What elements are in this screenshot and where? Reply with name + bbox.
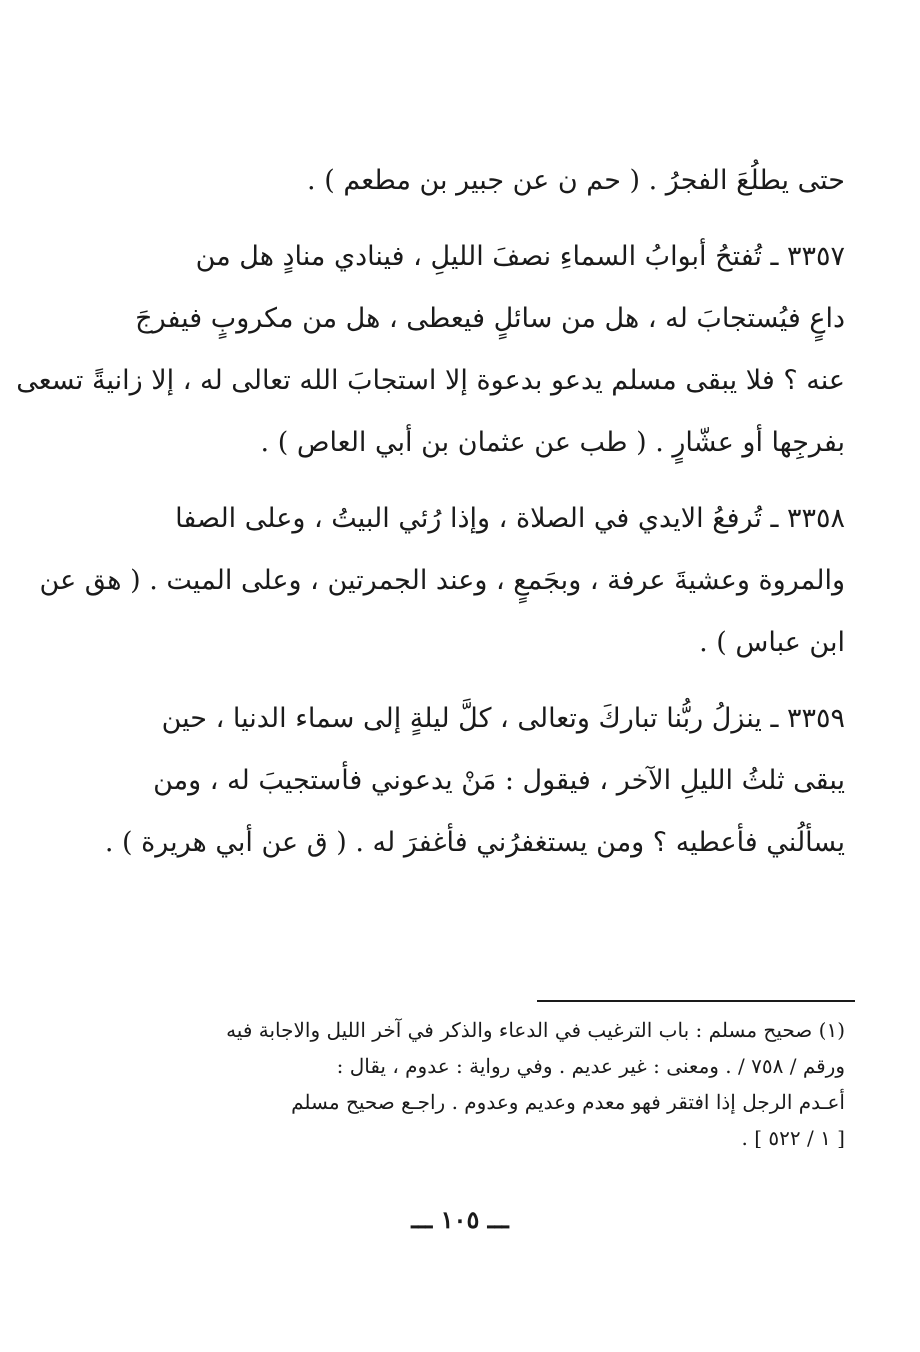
footnote (145, 1012, 845, 1156)
paragraph-gap (145, 212, 845, 226)
hadith-3358 (39, 488, 845, 674)
paragraph-gap (145, 474, 845, 488)
hadith-3358-line: ابن عباس ) . (699, 627, 845, 658)
hadith-3357-line: بفرجِها أو عشّارٍ . ( طب عن عثمان بن أبي العاص ) . (260, 427, 845, 458)
hadith-3357-line: عنه ؟ فلا يبقى مسلم يدعو بدعوة إلا استجابَ الله تعالى له ، إلا زانيةً تسعى (16, 365, 845, 396)
footnote-line: أعـدم الرجل إذا افتقر فهو معدم وعديم وعدوم . راجـع صحيح مسلم (291, 1090, 845, 1114)
hadith-3358-line: والمروة وعشيةَ عرفة ، وبجَمعٍ ، وعند الجمرتين ، وعلى الميت . ( هق عن (39, 565, 845, 596)
hadith-3357 (16, 226, 845, 474)
footnote-line: [ ١ / ٥٢٢ ] . (741, 1126, 845, 1150)
hadith-3357-line: داعٍ فيُستجابَ له ، هل من سائلٍ فيعطى ، هل من مكروبٍ فيفرجَ (135, 303, 845, 334)
intro-line: حتى يطلُعَ الفجرُ . ( حم ن عن جبير بن مطعم ) . (307, 165, 845, 196)
hadith-3359-line: ٣٣٥٩ ـ ينزلُ ربُّنا تباركَ وتعالى ، كلَّ ليلةٍ إلى سماء الدنيا ، حين (161, 703, 845, 734)
paragraph-gap (145, 674, 845, 688)
hadith-3359 (104, 688, 845, 874)
hadith-3359-line: يبقى ثلثُ الليلِ الآخر ، فيقول : مَنْ يدعوني فأستجيبَ له ، ومن (153, 765, 845, 796)
main-text (16, 150, 845, 874)
hadith-3358-line: ٣٣٥٨ ـ تُرفعُ الايدي في الصلاة ، وإذا رُئي البيتُ ، وعلى الصفا (175, 503, 845, 534)
page-number: ـــ ١٠٥ ـــ (411, 1205, 509, 1234)
footnote-line: (١) صحيح مسلم : باب الترغيب في الدعاء والذكر في آخر الليل والاجابة فيه (226, 1018, 845, 1042)
hadith-3359-line: يسألُني فأعطيه ؟ ومن يستغفرُني فأغفرَ له . ( ق عن أبي هريرة ) . (104, 827, 845, 858)
footnote-divider (537, 1000, 855, 1002)
hadith-3357-line: ٣٣٥٧ ـ تُفتحُ أبوابُ السماءِ نصفَ الليلِ ، فينادي منادٍ هل من (195, 241, 845, 272)
footnote-line: ورقم / ٧٥٨ / . ومعنى : غير عديم . وفي رواية : عدوم ، يقال : (336, 1054, 845, 1078)
